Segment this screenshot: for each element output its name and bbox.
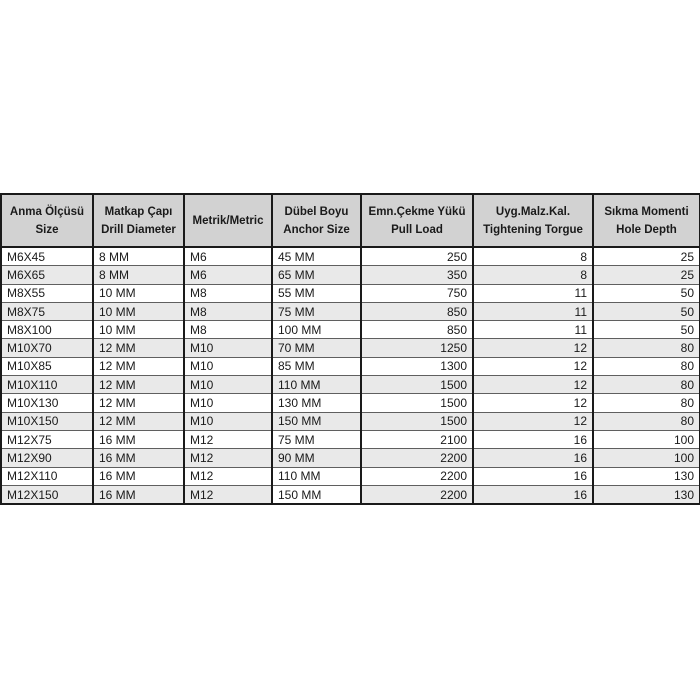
hole-depth-cell: 100 — [593, 430, 700, 448]
anchor-size-cell: 150 MM — [272, 412, 361, 430]
tightening-torque-cell: 12 — [473, 357, 593, 375]
pull-load-cell: 1250 — [361, 339, 473, 357]
pull-load-cell: 350 — [361, 266, 473, 284]
drill-diameter-cell: 10 MM — [93, 302, 184, 320]
drill-diameter-cell: 8 MM — [93, 247, 184, 266]
size-cell: M8X75 — [1, 302, 93, 320]
table-row — [1, 412, 700, 430]
pull-load-cell: 850 — [361, 302, 473, 320]
table-row — [1, 376, 700, 394]
metric-cell: M10 — [184, 412, 272, 430]
size-cell: M10X70 — [1, 339, 93, 357]
metric-cell: M10 — [184, 357, 272, 375]
hole-depth-cell: 50 — [593, 302, 700, 320]
column-header-anchor-size — [272, 194, 361, 247]
table-row — [1, 284, 700, 302]
hole-depth-cell: 50 — [593, 321, 700, 339]
hole-depth-cell: 80 — [593, 412, 700, 430]
table-row — [1, 357, 700, 375]
tightening-torque-cell: 8 — [473, 247, 593, 266]
drill-diameter-cell: 16 MM — [93, 485, 184, 504]
pull-load-cell: 1300 — [361, 357, 473, 375]
drill-diameter-cell: 12 MM — [93, 357, 184, 375]
column-header-metric — [184, 194, 272, 247]
anchor-size-cell: 65 MM — [272, 266, 361, 284]
table-row — [1, 485, 700, 504]
size-cell: M12X110 — [1, 467, 93, 485]
tightening-torque-cell: 12 — [473, 339, 593, 357]
hole-depth-cell: 100 — [593, 449, 700, 467]
column-header-size — [1, 194, 93, 247]
column-header-hole-depth — [593, 194, 700, 247]
tightening-torque-cell: 11 — [473, 284, 593, 302]
drill-diameter-cell: 16 MM — [93, 449, 184, 467]
pull-load-cell: 850 — [361, 321, 473, 339]
metric-cell: M8 — [184, 321, 272, 339]
pull-load-cell: 2100 — [361, 430, 473, 448]
anchor-size-cell: 45 MM — [272, 247, 361, 266]
metric-cell: M8 — [184, 284, 272, 302]
table-row — [1, 430, 700, 448]
tightening-torque-cell: 12 — [473, 412, 593, 430]
anchor-size-cell: 70 MM — [272, 339, 361, 357]
pull-load-cell: 2200 — [361, 485, 473, 504]
drill-diameter-cell: 12 MM — [93, 376, 184, 394]
anchor-size-cell: 100 MM — [272, 321, 361, 339]
size-cell: M12X90 — [1, 449, 93, 467]
metric-cell: M12 — [184, 430, 272, 448]
size-cell: M6X45 — [1, 247, 93, 266]
anchor-size-cell: 130 MM — [272, 394, 361, 412]
header-line-1: Uyg.Malz.Kal. — [495, 205, 571, 218]
metric-cell: M6 — [184, 247, 272, 266]
pull-load-cell: 750 — [361, 284, 473, 302]
hole-depth-cell: 80 — [593, 339, 700, 357]
pull-load-cell: 250 — [361, 247, 473, 266]
anchor-size-cell: 150 MM — [272, 485, 361, 504]
table-row — [1, 339, 700, 357]
drill-diameter-cell: 16 MM — [93, 430, 184, 448]
anchor-size-cell: 110 MM — [272, 376, 361, 394]
anchor-size-cell: 110 MM — [272, 467, 361, 485]
header-line-1: Sıkma Momenti — [604, 205, 689, 218]
pull-load-cell: 1500 — [361, 412, 473, 430]
size-cell: M12X150 — [1, 485, 93, 504]
size-cell: M12X75 — [1, 430, 93, 448]
anchor-size-cell: 85 MM — [272, 357, 361, 375]
metric-cell: M12 — [184, 467, 272, 485]
tightening-torque-cell: 16 — [473, 449, 593, 467]
metric-cell: M10 — [184, 339, 272, 357]
tightening-torque-cell: 16 — [473, 467, 593, 485]
header-line-2: Anchor Size — [283, 223, 350, 236]
drill-diameter-cell: 12 MM — [93, 394, 184, 412]
size-cell: M10X130 — [1, 394, 93, 412]
header-line-2: Size — [35, 223, 59, 236]
drill-diameter-cell: 10 MM — [93, 284, 184, 302]
pull-load-cell: 1500 — [361, 394, 473, 412]
tightening-torque-cell: 11 — [473, 321, 593, 339]
header-line-1: Dübel Boyu — [284, 205, 349, 218]
pull-load-cell: 2200 — [361, 449, 473, 467]
size-cell: M8X100 — [1, 321, 93, 339]
size-cell: M10X150 — [1, 412, 93, 430]
header-row — [1, 194, 700, 247]
anchor-size-cell: 75 MM — [272, 430, 361, 448]
header-line-1: Emn.Çekme Yükü — [368, 205, 466, 218]
drill-diameter-cell: 10 MM — [93, 321, 184, 339]
anchor-size-cell: 75 MM — [272, 302, 361, 320]
column-header-drill-diameter — [93, 194, 184, 247]
table-row — [1, 321, 700, 339]
table-body — [1, 247, 700, 504]
drill-diameter-cell: 12 MM — [93, 339, 184, 357]
anchor-size-cell: 55 MM — [272, 284, 361, 302]
hole-depth-cell: 130 — [593, 485, 700, 504]
anchor-size-cell: 90 MM — [272, 449, 361, 467]
table-row — [1, 467, 700, 485]
table-row — [1, 449, 700, 467]
hole-depth-cell: 25 — [593, 247, 700, 266]
table-row — [1, 302, 700, 320]
column-header-pull-load — [361, 194, 473, 247]
header-line-2: Pull Load — [391, 223, 443, 236]
metric-cell: M10 — [184, 394, 272, 412]
metric-cell: M10 — [184, 376, 272, 394]
header-line-2: Tightening Torgue — [483, 223, 583, 236]
tightening-torque-cell: 16 — [473, 485, 593, 504]
hole-depth-cell: 50 — [593, 284, 700, 302]
header-line-2: Drill Diameter — [101, 223, 176, 236]
tightening-torque-cell: 16 — [473, 430, 593, 448]
header-line-1: Matkap Çapı — [104, 205, 173, 218]
column-header-tightening-torque — [473, 194, 593, 247]
header-line-1: Anma Ölçüsü — [9, 205, 85, 218]
drill-diameter-cell: 8 MM — [93, 266, 184, 284]
metric-cell: M8 — [184, 302, 272, 320]
size-cell: M6X65 — [1, 266, 93, 284]
tightening-torque-cell: 11 — [473, 302, 593, 320]
hole-depth-cell: 130 — [593, 467, 700, 485]
drill-diameter-cell: 12 MM — [93, 412, 184, 430]
tightening-torque-cell: 12 — [473, 394, 593, 412]
table-row — [1, 394, 700, 412]
size-cell: M10X85 — [1, 357, 93, 375]
hole-depth-cell: 80 — [593, 357, 700, 375]
hole-depth-cell: 80 — [593, 394, 700, 412]
metric-cell: M12 — [184, 449, 272, 467]
size-cell: M8X55 — [1, 284, 93, 302]
tightening-torque-cell: 8 — [473, 266, 593, 284]
pull-load-cell: 1500 — [361, 376, 473, 394]
pull-load-cell: 2200 — [361, 467, 473, 485]
metric-cell: M6 — [184, 266, 272, 284]
hole-depth-cell: 25 — [593, 266, 700, 284]
table-row — [1, 266, 700, 284]
metric-cell: M12 — [184, 485, 272, 504]
header-line-2: Hole Depth — [616, 223, 677, 236]
hole-depth-cell: 80 — [593, 376, 700, 394]
anchor-spec-table — [0, 193, 700, 505]
tightening-torque-cell: 12 — [473, 376, 593, 394]
size-cell: M10X110 — [1, 376, 93, 394]
table-row — [1, 247, 700, 266]
drill-diameter-cell: 16 MM — [93, 467, 184, 485]
header-line-1: Metrik/Metric — [192, 214, 264, 227]
